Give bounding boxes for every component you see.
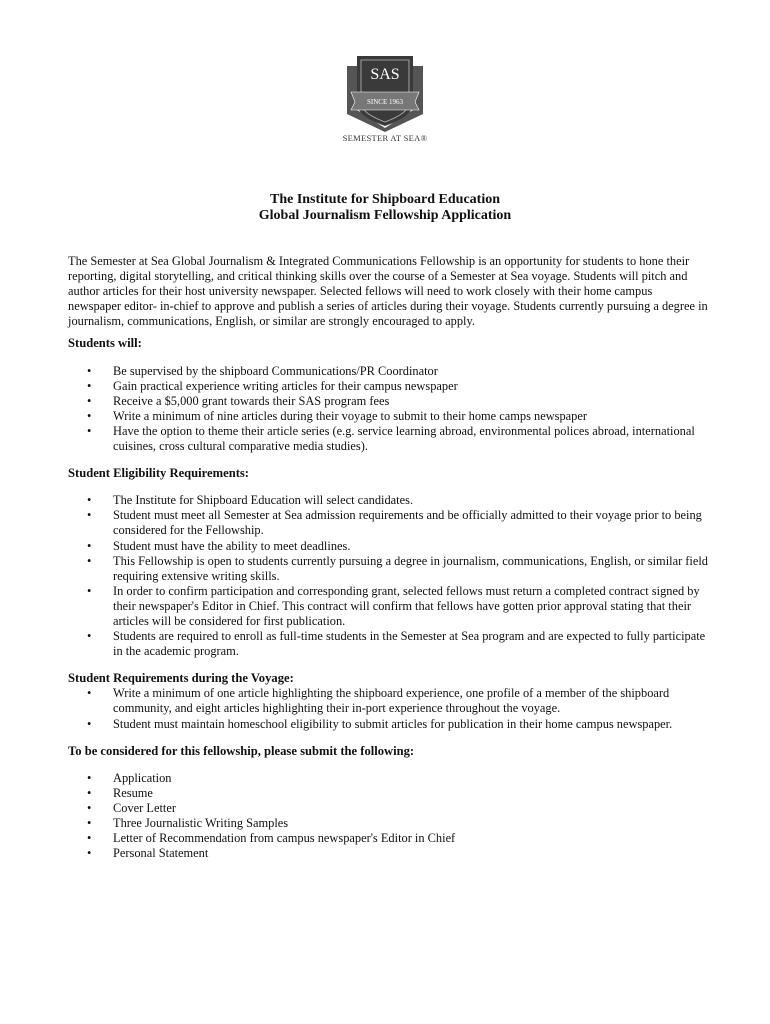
list-item: • Letter of Recommendation from campus newspaper's Editor in Chief	[68, 831, 708, 846]
list-item: • In order to confirm participation and corresponding grant, selected fellows must return a completed contract signed by their newspaper's Editor in Chief. This contract will confirm that fellows have gotten prior approval stating that their articles will be considered for first publication.	[68, 584, 708, 629]
submit-list	[68, 771, 708, 862]
sas-shield-emblem	[343, 52, 427, 132]
page-title	[0, 192, 770, 224]
document-body	[68, 254, 708, 861]
list-item: • Student must have the ability to meet deadlines.	[68, 539, 708, 554]
list-item: • Gain practical experience writing articles for their campus newspaper	[68, 379, 708, 394]
list-item: • Resume	[68, 786, 708, 801]
list-item: • Three Journalistic Writing Samples	[68, 816, 708, 831]
submit-heading: To be considered for this fellowship, please submit the following:	[68, 743, 415, 758]
voyage-heading: Student Requirements during the Voyage:	[68, 671, 294, 686]
svg-text:SINCE 1963: SINCE 1963	[367, 98, 403, 106]
list-item: • Receive a $5,000 grant towards their SAS program fees	[68, 394, 708, 409]
sas-logo	[329, 52, 441, 132]
voyage-list	[68, 686, 708, 731]
list-item: • Cover Letter	[68, 801, 708, 816]
list-item: • Application	[68, 771, 708, 786]
list-item: • This Fellowship is open to students currently pursuing a degree in journalism, communications, English, or similar field requiring extensive writing skills.	[68, 554, 708, 584]
list-item: • Student must maintain homeschool eligibility to submit articles for publication in their home campus newspaper.	[68, 717, 708, 732]
title-line-2: Global Journalism Fellowship Application	[258, 208, 512, 223]
list-item: • Write a minimum of nine articles during their voyage to submit to their home camps newspaper	[68, 409, 708, 424]
logo-caption: SEMESTER AT SEA®	[342, 133, 428, 143]
list-item: • Students are required to enroll as full-time students in the Semester at Sea program and are expected to fully participate in the academic program.	[68, 629, 708, 659]
list-item: • Be supervised by the shipboard Communications/PR Coordinator	[68, 364, 708, 379]
eligibility-list	[68, 493, 708, 659]
intro-paragraph: The Semester at Sea Global Journalism & Integrated Communications Fellowship is an opportunity for students to hone their reporting, digital storytelling, and critical thinking skills over the course of a Semester at Sea voyage. Students will pitch and author articles for their host university newspaper. Selected fellows will need to work closely with their home campus newspaper editor- in-chief to approve and publish a series of articles during their voyage. Students currently pursuing a degree in journalism, communications, English, or similar are strongly encouraged to apply.	[68, 254, 708, 329]
students-will-heading: Students will:	[68, 336, 142, 351]
list-item: • The Institute for Shipboard Education will select candidates.	[68, 493, 708, 508]
list-item: • Student must meet all Semester at Sea admission requirements and be officially admitted to their voyage prior to being considered for the Fellowship.	[68, 508, 708, 538]
eligibility-heading: Student Eligibility Requirements:	[68, 466, 249, 481]
title-line-1: The Institute for Shipboard Education	[269, 192, 500, 207]
svg-text:SAS: SAS	[370, 66, 400, 83]
students-will-list	[68, 364, 708, 455]
list-item: • Personal Statement	[68, 846, 708, 861]
list-item: • Write a minimum of one article highlighting the shipboard experience, one profile of a member of the shipboard community, and eight articles highlighting their in-port experience throughout the voyage.	[68, 686, 708, 716]
list-item: • Have the option to theme their article series (e.g. service learning abroad, environmental polices abroad, international cuisines, cross cultural comparative media studies).	[68, 424, 708, 454]
